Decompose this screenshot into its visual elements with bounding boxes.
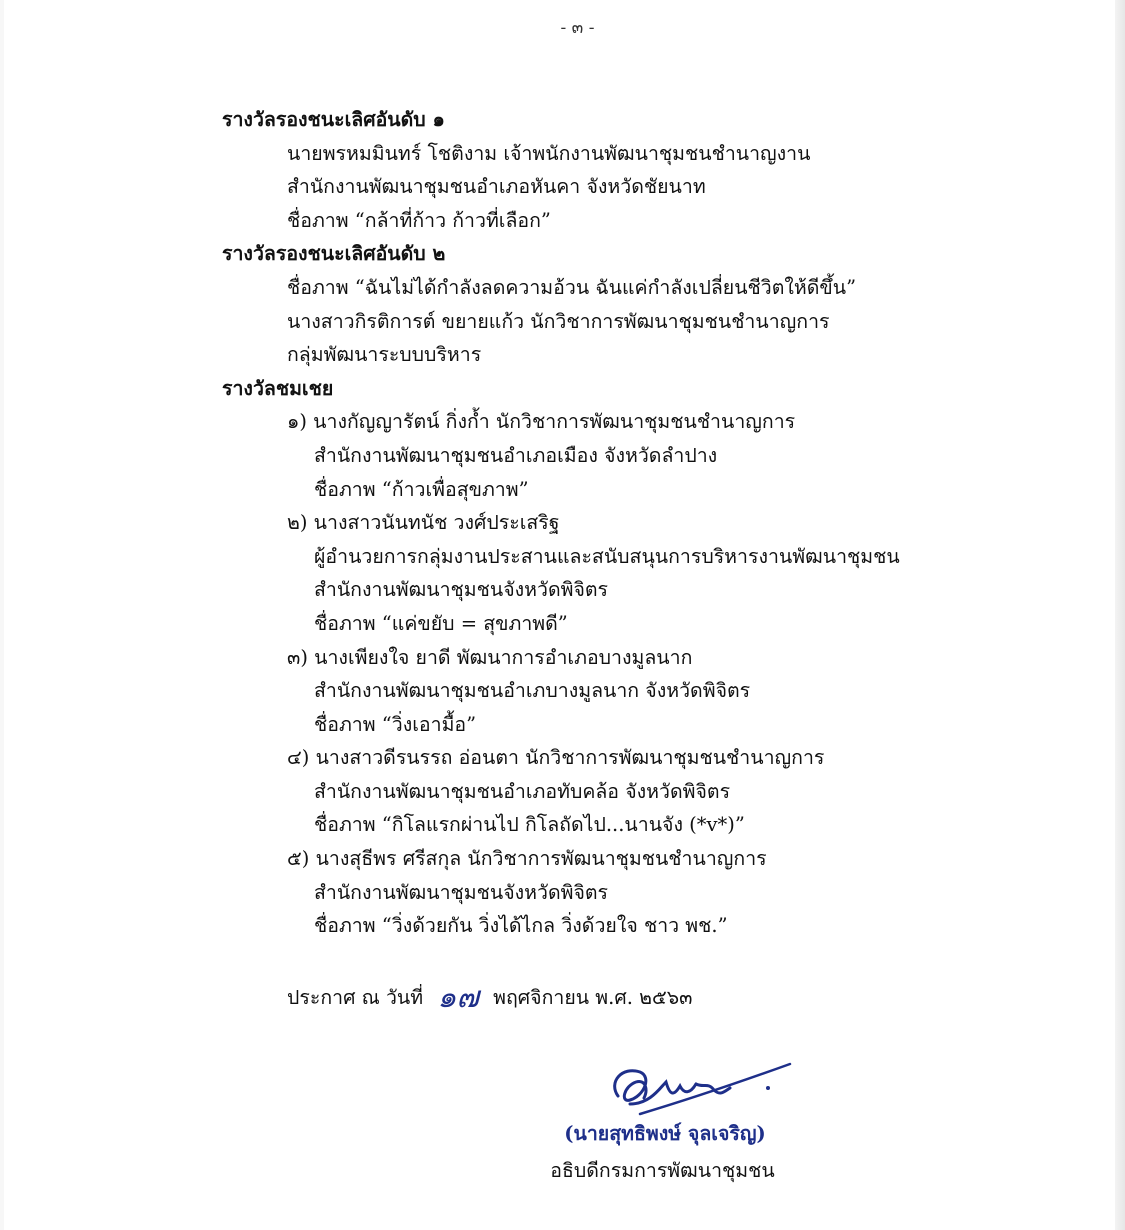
honorable-mention-item: [222, 641, 1082, 742]
announcement-prefix: ประกาศ ณ วันที่: [287, 986, 424, 1009]
winner-office-line: สำนักงานพัฒนาชุมชนอำเภอหันคา จังหวัดชัยนาท: [287, 175, 706, 199]
honorable-mention-heading: รางวัลชมเชย: [222, 376, 334, 400]
mention-name-line: ๕) นางสุธีพร ศรีสกุล นักวิชาการพัฒนาชุมชนชำนาญการ: [287, 847, 767, 871]
mention-photo-title: ชื่อภาพ “วิ่งเอามื้อ”: [314, 712, 477, 736]
mention-photo-title: ชื่อภาพ “วิ่งด้วยกัน วิ่งได้ไกล วิ่งด้วยใจ ชาว พช.”: [314, 914, 728, 938]
first-runner-up-section: [222, 103, 1082, 237]
second-runner-up-heading: รางวัลรองชนะเลิศอันดับ ๒: [222, 242, 446, 266]
mention-office-line: สำนักงานพัฒนาชุมชนอำเภอเมือง จังหวัดลำปาง: [314, 443, 718, 467]
honorable-mention-item: [222, 405, 1082, 506]
mention-office-line: สำนักงานพัฒนาชุมชนอำเภอทับคล้อ จังหวัดพิจิตร: [314, 779, 731, 803]
signer-name: (นายสุทธิพงษ์ จุลเจริญ): [564, 1122, 766, 1145]
winner-name-line: นางสาวกิรติการต์ ขยายแก้ว นักวิชาการพัฒนาชุมชนชำนาญการ: [287, 309, 830, 333]
winner-photo-title: ชื่อภาพ “กล้าที่ก้าว ก้าวที่เลือก”: [287, 208, 551, 232]
winner-photo-title: ชื่อภาพ “ฉันไม่ได้กำลังลดความอ้วน ฉันแค่กำลังเปลี่ยนชีวิตให้ดีขึ้น”: [287, 275, 857, 299]
mention-office-line: สำนักงานพัฒนาชุมชนจังหวัดพิจิตร: [314, 880, 609, 904]
mention-office-line: สำนักงานพัฒนาชุมชนจังหวัดพิจิตร: [314, 578, 609, 602]
mention-photo-title: ชื่อภาพ “กิโลแรกผ่านไป กิโลถัดไป...นานจัง (*v*)”: [314, 813, 745, 837]
announcement-date-line: [287, 978, 692, 1018]
announcement-month-year: พฤศจิกายน พ.ศ. ๒๕๖๓: [493, 986, 693, 1009]
page-number: - ๓ -: [560, 18, 595, 38]
mention-name-line: ๓) นางเพียงใจ ยาดี พัฒนาการอำเภอบางมูลนาก: [287, 645, 693, 669]
honorable-mention-item: [222, 506, 1082, 640]
winner-office-line: กลุ่มพัฒนาระบบบริหาร: [287, 343, 482, 367]
honorable-mention-item: [222, 741, 1082, 842]
page-left-edge: [0, 0, 4, 1230]
honorable-mention-section: [222, 372, 1082, 943]
second-runner-up-section: [222, 237, 1082, 371]
winner-name-line: นายพรหมมินทร์ โชติงาม เจ้าพนักงานพัฒนาชุมชนชำนาญงาน: [287, 141, 811, 165]
award-list: [222, 103, 1082, 943]
handwritten-day: ๑๗: [437, 980, 479, 1015]
honorable-mention-item: [222, 842, 1082, 943]
mention-position-line: ผู้อำนวยการกลุ่มงานประสานและสนับสนุนการบริหารงานพัฒนาชุมชน: [314, 544, 900, 568]
mention-name-line: ๑) นางกัญญารัตน์ กิ่งก้ำ นักวิชาการพัฒนาชุมชนชำนาญการ: [287, 410, 796, 434]
signer-title: อธิบดีกรมการพัฒนาชุมชน: [550, 1159, 775, 1182]
first-runner-up-heading: รางวัลรองชนะเลิศอันดับ ๑: [222, 108, 445, 131]
mention-office-line: สำนักงานพัฒนาชุมชนอำเภบางมูลนาก จังหวัดพิจิตร: [314, 679, 751, 703]
mention-name-line: ๒) นางสาวนันทนัช วงศ์ประเสริฐ: [287, 511, 560, 535]
signature-scribble: [600, 1052, 800, 1122]
mention-photo-title: ชื่อภาพ “ก้าวเพื่อสุขภาพ”: [314, 477, 529, 501]
mention-name-line: ๔) นางสาวดีรนรรถ อ่อนตา นักวิชาการพัฒนาชุมชนชำนาญการ: [287, 746, 825, 770]
page-right-edge: [1115, 0, 1125, 1230]
mention-photo-title: ชื่อภาพ “แค่ขยับ = สุขภาพดี”: [314, 611, 568, 635]
